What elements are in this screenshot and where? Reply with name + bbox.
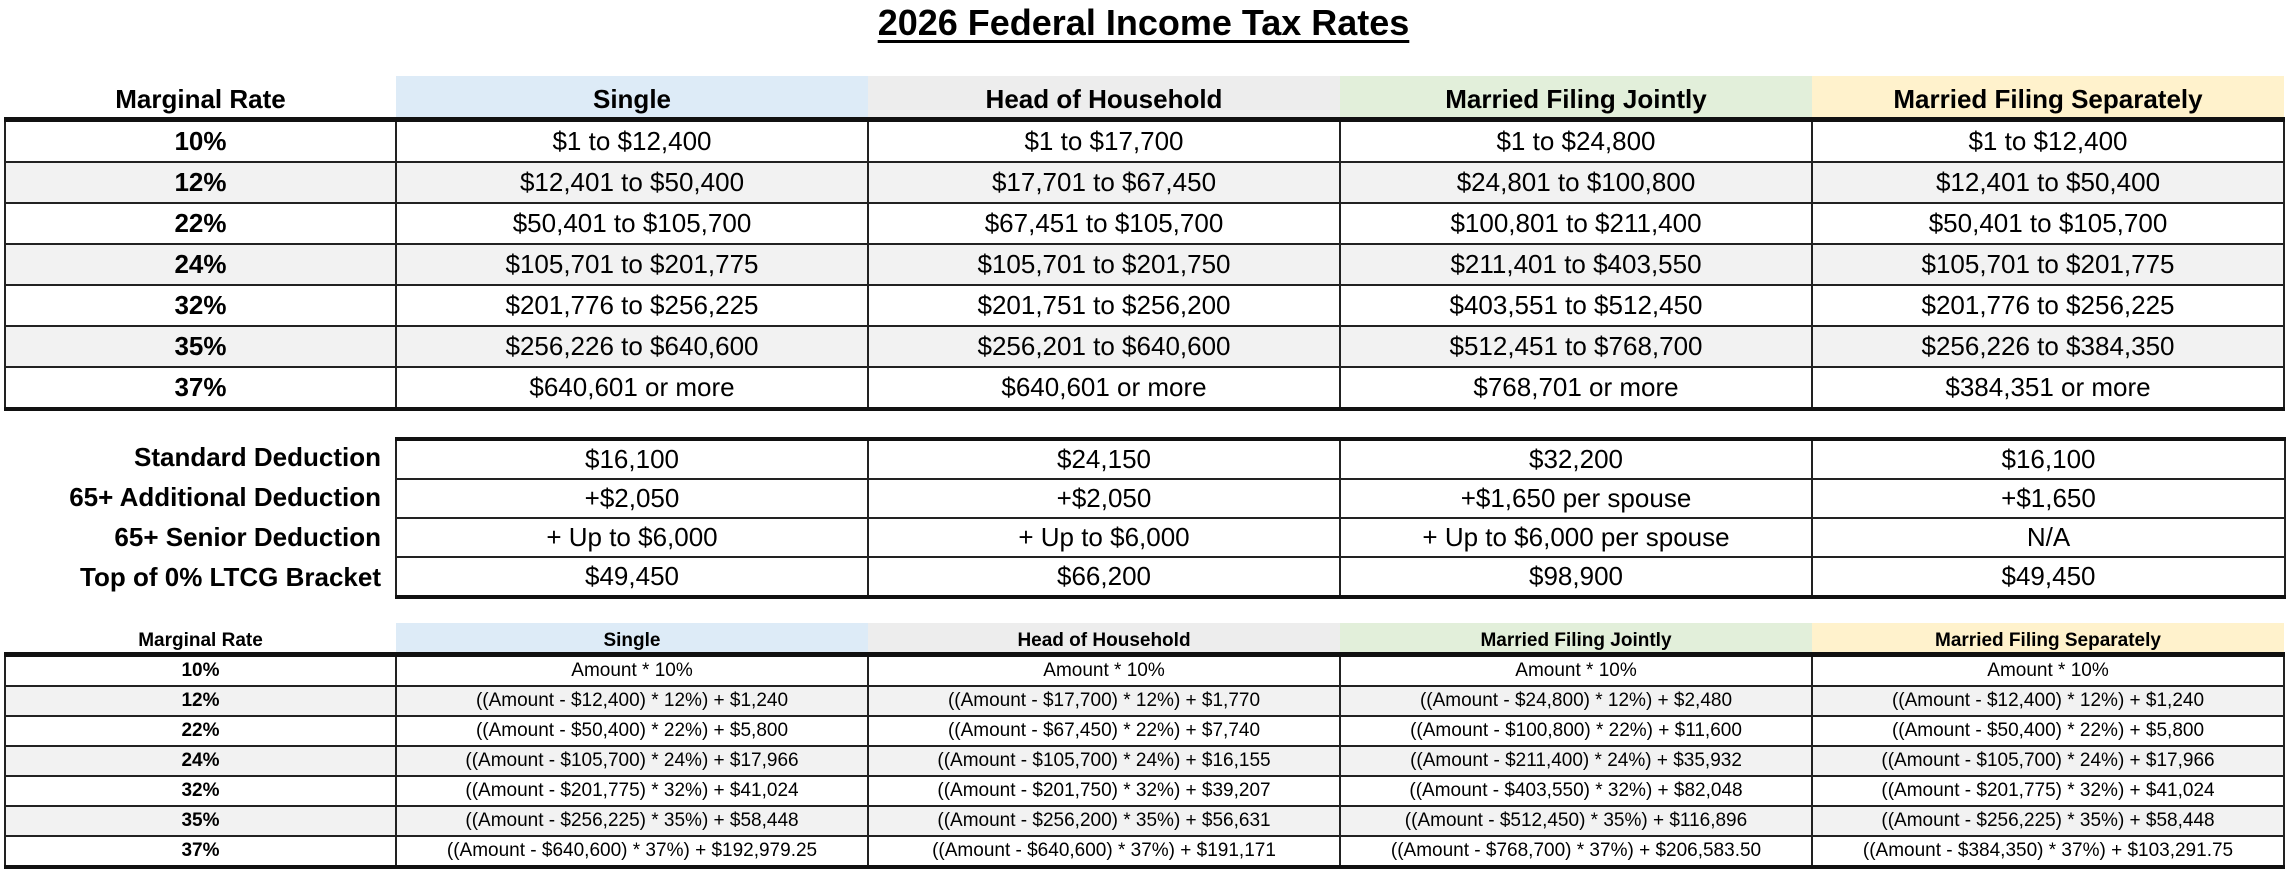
deductions-table [395, 437, 2286, 599]
hoh-cell: ((Amount - $105,700) * 24%) + $16,155 [868, 746, 1340, 776]
hoh-cell: + Up to $6,000 [868, 518, 1340, 557]
single-cell: ((Amount - $105,700) * 24%) + $17,966 [396, 746, 868, 776]
single-cell: $105,701 to $201,775 [396, 244, 868, 285]
mfs-cell: ((Amount - $384,350) * 37%) + $103,291.75 [1812, 836, 2284, 867]
mfs-cell: ((Amount - $201,775) * 32%) + $41,024 [1812, 776, 2284, 806]
table-row [5, 836, 2284, 867]
header-married-separately: Married Filing Separately [1812, 623, 2284, 655]
table-row [5, 716, 2284, 746]
mfj-cell: $512,451 to $768,700 [1340, 326, 1812, 367]
deduction-label: Standard Deduction [133, 442, 381, 472]
tax-brackets-table [4, 76, 2285, 411]
deduction-label: 65+ Additional Deduction [69, 482, 381, 512]
mfs-cell: +$1,650 [1812, 479, 2285, 518]
mfs-cell: $1 to $12,400 [1812, 120, 2284, 163]
table-row [5, 326, 2284, 367]
mfs-cell: Amount * 10% [1812, 655, 2284, 687]
single-cell: $1 to $12,400 [396, 120, 868, 163]
rate-cell: 24% [5, 746, 396, 776]
single-cell: +$2,050 [396, 479, 868, 518]
deduction-label: Top of 0% LTCG Bracket [80, 562, 381, 592]
header-single: Single [396, 76, 868, 120]
page-title: 2026 Federal Income Tax Rates [877, 2, 1410, 43]
mfj-cell: $100,801 to $211,400 [1340, 203, 1812, 244]
header-married-jointly: Married Filing Jointly [1340, 623, 1812, 655]
mfs-cell: $16,100 [1812, 439, 2285, 479]
mfj-cell: + Up to $6,000 per spouse [1340, 518, 1812, 557]
single-cell: $16,100 [396, 439, 868, 479]
single-cell: $640,601 or more [396, 367, 868, 409]
table-row [396, 518, 2285, 557]
rate-cell: 10% [5, 120, 396, 163]
single-cell: $201,776 to $256,225 [396, 285, 868, 326]
table-row [5, 655, 2284, 687]
header-head-of-household: Head of Household [868, 623, 1340, 655]
mfj-cell: ((Amount - $211,400) * 24%) + $35,932 [1340, 746, 1812, 776]
rate-cell: 35% [5, 326, 396, 367]
mfs-cell: N/A [1812, 518, 2285, 557]
single-cell: ((Amount - $256,225) * 35%) + $58,448 [396, 806, 868, 836]
mfs-cell: ((Amount - $12,400) * 12%) + $1,240 [1812, 686, 2284, 716]
table-row [5, 806, 2284, 836]
table-row [396, 557, 2285, 597]
table-row [5, 746, 2284, 776]
table-row [396, 479, 2285, 518]
mfs-cell: $49,450 [1812, 557, 2285, 597]
mfs-cell: ((Amount - $105,700) * 24%) + $17,966 [1812, 746, 2284, 776]
mfs-cell: ((Amount - $50,400) * 22%) + $5,800 [1812, 716, 2284, 746]
mfj-cell: Amount * 10% [1340, 655, 1812, 687]
mfj-cell: $98,900 [1340, 557, 1812, 597]
header-marginal-rate: Marginal Rate [115, 84, 286, 114]
hoh-cell: ((Amount - $640,600) * 37%) + $191,171 [868, 836, 1340, 867]
single-cell: Amount * 10% [396, 655, 868, 687]
rate-cell: 22% [5, 203, 396, 244]
hoh-cell: ((Amount - $256,200) * 35%) + $56,631 [868, 806, 1340, 836]
mfj-cell: $1 to $24,800 [1340, 120, 1812, 163]
header-married-jointly: Married Filing Jointly [1340, 76, 1812, 120]
header-head-of-household: Head of Household [868, 76, 1340, 120]
mfs-cell: $12,401 to $50,400 [1812, 162, 2284, 203]
hoh-cell: $24,150 [868, 439, 1340, 479]
rate-cell: 24% [5, 244, 396, 285]
table-row [5, 244, 2284, 285]
single-cell: ((Amount - $12,400) * 12%) + $1,240 [396, 686, 868, 716]
table-row [5, 367, 2284, 409]
hoh-cell: $67,451 to $105,700 [868, 203, 1340, 244]
single-cell: ((Amount - $50,400) * 22%) + $5,800 [396, 716, 868, 746]
single-cell: $256,226 to $640,600 [396, 326, 868, 367]
header-marginal-rate: Marginal Rate [138, 630, 263, 651]
hoh-cell: +$2,050 [868, 479, 1340, 518]
mfj-cell: ((Amount - $512,450) * 35%) + $116,896 [1340, 806, 1812, 836]
table-row [396, 439, 2285, 479]
table-row [5, 203, 2284, 244]
mfj-cell: ((Amount - $768,700) * 37%) + $206,583.50 [1340, 836, 1812, 867]
mfs-cell: $256,226 to $384,350 [1812, 326, 2284, 367]
table-row [5, 120, 2284, 163]
mfs-cell: $201,776 to $256,225 [1812, 285, 2284, 326]
hoh-cell: $105,701 to $201,750 [868, 244, 1340, 285]
rate-cell: 37% [5, 836, 396, 867]
header-single: Single [396, 623, 868, 655]
table-row [5, 776, 2284, 806]
rate-cell: 10% [5, 655, 396, 687]
single-cell: + Up to $6,000 [396, 518, 868, 557]
mfj-cell: ((Amount - $24,800) * 12%) + $2,480 [1340, 686, 1812, 716]
single-cell: ((Amount - $201,775) * 32%) + $41,024 [396, 776, 868, 806]
mfj-cell: ((Amount - $403,550) * 32%) + $82,048 [1340, 776, 1812, 806]
rate-cell: 12% [5, 162, 396, 203]
rate-cell: 22% [5, 716, 396, 746]
mfs-cell: $384,351 or more [1812, 367, 2284, 409]
rate-cell: 12% [5, 686, 396, 716]
rate-cell: 32% [5, 285, 396, 326]
mfj-cell: $32,200 [1340, 439, 1812, 479]
rate-cell: 32% [5, 776, 396, 806]
single-cell: $49,450 [396, 557, 868, 597]
hoh-cell: $256,201 to $640,600 [868, 326, 1340, 367]
mfs-cell: $105,701 to $201,775 [1812, 244, 2284, 285]
mfj-cell: ((Amount - $100,800) * 22%) + $11,600 [1340, 716, 1812, 746]
mfj-cell: $211,401 to $403,550 [1340, 244, 1812, 285]
hoh-cell: $66,200 [868, 557, 1340, 597]
hoh-cell: ((Amount - $17,700) * 12%) + $1,770 [868, 686, 1340, 716]
table-row [5, 686, 2284, 716]
hoh-cell: $1 to $17,700 [868, 120, 1340, 163]
single-cell: $50,401 to $105,700 [396, 203, 868, 244]
rate-cell: 37% [5, 367, 396, 409]
hoh-cell: $640,601 or more [868, 367, 1340, 409]
hoh-cell: Amount * 10% [868, 655, 1340, 687]
header-married-separately: Married Filing Separately [1812, 76, 2284, 120]
rate-cell: 35% [5, 806, 396, 836]
mfj-cell: +$1,650 per spouse [1340, 479, 1812, 518]
tax-formula-table [4, 623, 2285, 869]
single-cell: $12,401 to $50,400 [396, 162, 868, 203]
deduction-labels [0, 437, 381, 597]
table-row [5, 285, 2284, 326]
mfj-cell: $768,701 or more [1340, 367, 1812, 409]
deduction-label: 65+ Senior Deduction [114, 522, 381, 552]
table-row [5, 162, 2284, 203]
mfs-cell: ((Amount - $256,225) * 35%) + $58,448 [1812, 806, 2284, 836]
mfj-cell: $403,551 to $512,450 [1340, 285, 1812, 326]
hoh-cell: $17,701 to $67,450 [868, 162, 1340, 203]
hoh-cell: $201,751 to $256,200 [868, 285, 1340, 326]
single-cell: ((Amount - $640,600) * 37%) + $192,979.25 [396, 836, 868, 867]
mfs-cell: $50,401 to $105,700 [1812, 203, 2284, 244]
mfj-cell: $24,801 to $100,800 [1340, 162, 1812, 203]
header-row [5, 76, 2284, 120]
hoh-cell: ((Amount - $67,450) * 22%) + $7,740 [868, 716, 1340, 746]
hoh-cell: ((Amount - $201,750) * 32%) + $39,207 [868, 776, 1340, 806]
header-row [5, 623, 2284, 655]
